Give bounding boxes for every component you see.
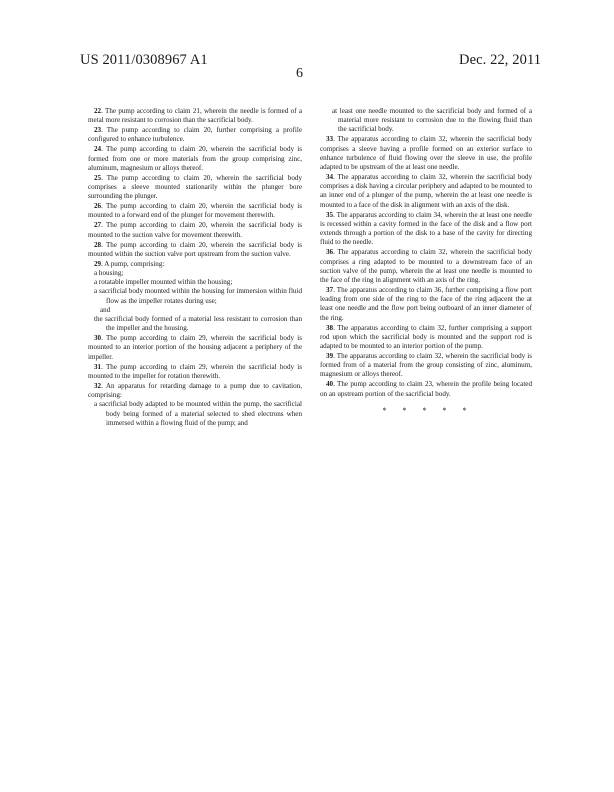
claim-number: 27: [94, 221, 102, 230]
claim-25: [88, 174, 302, 202]
claim-text: . The pump according to claim 20, wherein the sacrificial body is mounted within the suction valve port upstream from the suction valve.: [88, 240, 302, 258]
claim-text: . The apparatus according to claim 32, wherein the sacrificial body comprises a disk having a circular periphery and adapted to be mounted to an inner end of a plunger of the pump, wherein the at least one needle is mounted to a face of the disk in alignment with an axis of the disk.: [320, 173, 532, 209]
claim-text: . The apparatus according to claim 32, further comprising a support rod upon which the sacrificial body is mounted and the support rod is adapted to be mounted to an interior portion of the pump.: [320, 323, 532, 350]
claim-text: . The pump according to claim 20, wherein the sacrificial body is mounted to the suction valve for movement therewith.: [88, 221, 302, 239]
patent-number: US 2011/0308967 A1: [80, 52, 208, 68]
claim-text: . The apparatus according to claim 34, wherein the at least one needle is recessed within a cavity formed in the face of the disk and a flow port extends through a portion of the disk to a base of the cavity for directing fluid to the needle.: [320, 210, 532, 247]
claim-text: . The pump according to claim 20, wherein the sacrificial body is formed from one or more materials from the group comprising zinc, aluminum, magnesium or alloys thereof.: [88, 145, 302, 172]
claim-number: 24: [94, 145, 102, 154]
claim-29: [88, 260, 302, 334]
claim-number: 34: [326, 173, 334, 182]
claim-text: . The pump according to claim 20, further comprising a profile configured to enhance turbulence.: [88, 126, 302, 144]
claim-number: 22: [94, 107, 102, 115]
page-number: 6: [296, 66, 304, 81]
claim-24: [88, 145, 302, 173]
claim-text: . The apparatus according to claim 32, wherein the sacrificial body comprises a ring adapted to be mounted to a downstream face of an suction valve of the pump, wherein the at least one needle is mounted to the face of the ring in alignment with an axis of the ring.: [320, 248, 532, 284]
publication-date: Dec. 22, 2011: [459, 52, 542, 68]
claim-31: [88, 363, 302, 381]
claim-30: [88, 334, 302, 362]
claim-28: [88, 241, 302, 259]
claim-27: [88, 221, 302, 239]
claim-text: . The pump according to claim 20, wherein the sacrificial body comprises a sleeve mounted stationarily within the plunger bore surrounding the plunger.: [88, 173, 302, 201]
claim-number: 36: [326, 248, 334, 257]
claim-element: a sacrificial body adapted to be mounted within the pump, the sacrificial body being formed of a material selected to shed electrons when immersed within a flowing fluid of the pump; and: [94, 400, 302, 427]
claim-22: [88, 107, 302, 125]
claim-32-continuation: at least one needle mounted to the sacrificial body and formed of a material more resistant to corrosion due to the flowing fluid than the sacrificial body.: [332, 107, 532, 134]
claim-number: 33: [326, 135, 334, 144]
claim-35: [320, 211, 532, 248]
claim-23: [88, 126, 302, 144]
right-column: [320, 107, 532, 415]
claim-number: 28: [94, 240, 102, 249]
claim-40: [320, 380, 532, 398]
claim-number: 39: [326, 351, 334, 360]
claim-element: and: [100, 305, 111, 314]
claim-text: . A pump, comprising:: [101, 259, 165, 268]
claim-text: . The pump according to claim 21, wherein the needle is formed of a metal more resistant to corrosion than the sacrificial body.: [88, 107, 302, 125]
claim-number: 38: [326, 323, 334, 332]
claim-text: . The apparatus according to claim 32, wherein the sacrificial body is formed from of a material from the group consisting of zinc, aluminum, magnesium or alloys thereof.: [320, 351, 532, 379]
end-of-document-mark: * * * * *: [382, 405, 474, 415]
claim-number: 35: [326, 210, 334, 219]
claim-33: [320, 135, 532, 172]
claim-text: . An apparatus for retarding damage to a pump due to cavitation, comprising:: [88, 381, 302, 400]
claim-text: . The pump according to claim 23, wherein the profile being located on an upstream portion of the sacrificial body.: [320, 380, 532, 398]
claim-32: [88, 382, 302, 428]
claim-37: [320, 286, 532, 323]
claim-element: a sacrificial body mounted within the housing for immersion within fluid flow as the impeller rotates during use;: [94, 287, 302, 305]
left-column: [88, 107, 302, 429]
claim-text: . The pump according to claim 29, wherein the sacrificial body is mounted to the impeller for rotation therewith.: [88, 362, 302, 380]
claim-number: 30: [94, 334, 102, 343]
claim-38: [320, 324, 532, 352]
claim-36: [320, 248, 532, 285]
claim-text: . The pump according to claim 20, wherein the sacrificial body is mounted to a forward end of the plunger for movement therewith.: [88, 202, 302, 220]
claim-text: . The pump according to claim 29, wherein the sacrificial body is mounted to an interior portion of the housing adjacent a periphery of the impeller.: [88, 334, 302, 361]
claim-number: 40: [326, 380, 334, 389]
claim-number: 23: [94, 126, 102, 135]
claim-number: 32: [94, 381, 102, 390]
claim-34: [320, 173, 532, 210]
claim-element: a rotatable impeller mounted within the housing;: [94, 278, 233, 287]
claim-text: . The apparatus according to claim 32, wherein the sacrificial body comprises a sleeve having a profile formed on an exterior surface to enhance turbulence of fluid flowing over the sleeve in use, the profile adapted to be upstream of the at least one needle.: [320, 135, 532, 172]
claim-number: 25: [94, 173, 102, 182]
claim-element: the sacrificial body formed of a material less resistant to corrosion than the impeller and the housing.: [94, 315, 302, 333]
claim-text: . The apparatus according to claim 36, further comprising a flow port leading from one side of the ring to the face of the ring adjacent the at least one needle and the flow port being outboard of an inner diameter of the ring.: [320, 285, 532, 322]
claim-number: 26: [94, 202, 102, 211]
claim-number: 37: [326, 285, 334, 294]
claim-26: [88, 202, 302, 220]
claim-number: 31: [94, 362, 102, 371]
claim-element: a housing;: [94, 268, 124, 277]
claim-number: 29: [94, 259, 102, 268]
claim-39: [320, 352, 532, 380]
